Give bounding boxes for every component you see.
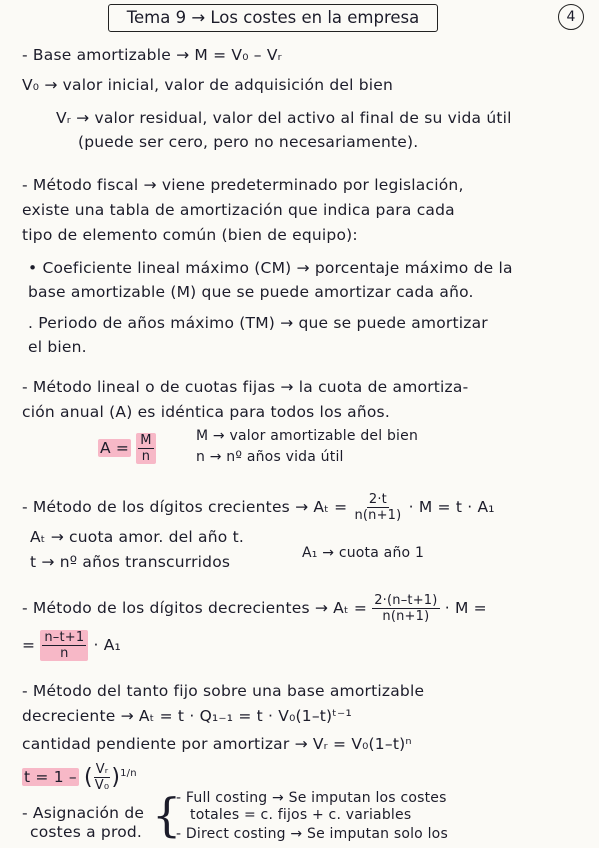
- tanto-t-fraction: [93, 762, 112, 793]
- tanto-t-numerator: Vᵣ: [95, 762, 109, 777]
- digitos-decrecientes-tail: · M =: [444, 599, 487, 617]
- digitos-crecientes-tail: · M = t · A₁: [408, 498, 495, 516]
- digitos-crecientes-denominator: n(n+1): [354, 508, 402, 523]
- tanto-t-exponent: 1/n: [120, 767, 137, 779]
- base-amortizable-heading: - Base amortizable → M = V₀ – Vᵣ: [22, 46, 282, 64]
- vr-definition: Vᵣ → valor residual, valor del activo al final de su vida útil: [56, 109, 512, 127]
- paren-left: (: [84, 765, 93, 790]
- periodo-maximo-text: el bien.: [28, 338, 87, 356]
- tanto-fijo-heading: - Método del tanto fijo sobre una base amortizable: [22, 682, 425, 700]
- tanto-fijo-formula: decreciente → Aₜ = t · Q₁₋₁ = t · V₀(1–t)ᵗ⁻¹: [22, 707, 352, 725]
- formula-a-def-n: n → nº años vida útil: [196, 449, 344, 465]
- digitos-crecientes-label: - Método de los dígitos crecientes → Aₜ =: [22, 498, 348, 516]
- page-title: Tema 9 → Los costes en la empresa: [108, 4, 438, 32]
- at-definition: Aₜ → cuota amor. del año t.: [30, 528, 244, 546]
- full-costing-line-2: totales = c. fijos + c. variables: [190, 807, 412, 823]
- metodo-lineal-text: ción anual (A) es idéntica para todos los años.: [22, 403, 390, 421]
- decr2-tail: · A₁: [93, 636, 121, 654]
- digitos-crecientes-heading: [22, 492, 495, 523]
- full-costing-line-1: - Full costing → Se imputan los costes: [176, 790, 447, 806]
- digitos-crecientes-numerator: 2·t: [368, 492, 387, 507]
- a1-definition: A₁ → cuota año 1: [302, 545, 425, 561]
- digitos-decrecientes-formula-2: [22, 630, 121, 661]
- formula-a-fraction: [136, 433, 155, 464]
- formula-a-numerator: M: [140, 433, 152, 448]
- v0-definition: V₀ → valor inicial, valor de adquisición del bien: [22, 76, 394, 94]
- page-number-badge: 4: [558, 4, 584, 30]
- asignacion-heading-2: costes a prod.: [30, 823, 143, 841]
- metodo-fiscal-heading: - Método fiscal → viene predeterminado por legislación,: [22, 176, 464, 194]
- formula-a-lhs: A =: [100, 439, 130, 457]
- cantidad-pendiente: cantidad pendiente por amortizar → Vᵣ = V₀(1–t)ⁿ: [22, 735, 412, 753]
- curly-brace-icon: {: [152, 788, 182, 842]
- decr2-fraction: [40, 630, 88, 661]
- digitos-decrecientes-denominator: n(n+1): [382, 609, 430, 624]
- decr2-denominator: n: [60, 646, 69, 661]
- decr2-numerator: n–t+1: [44, 630, 85, 645]
- vr-note: (puede ser cero, pero no necesariamente).: [78, 133, 419, 151]
- direct-costing-line-1: - Direct costing → Se imputan solo los: [176, 826, 448, 842]
- periodo-maximo-item: . Periodo de años máximo (TM) → que se puede amortizar: [28, 314, 488, 332]
- metodo-fiscal-text-3: tipo de elemento común (bien de equipo):: [22, 226, 358, 244]
- digitos-decrecientes-fraction: [372, 593, 439, 624]
- metodo-fiscal-text-2: existe una tabla de amortización que indica para cada: [22, 201, 455, 219]
- tanto-t-denominator: V₀: [94, 778, 110, 793]
- digitos-decrecientes-numerator: 2·(n–t+1): [374, 593, 438, 608]
- asignacion-heading-1: - Asignación de: [22, 804, 145, 822]
- metodo-lineal-heading: - Método lineal o de cuotas fijas → la cuota de amortiza-: [22, 378, 469, 396]
- tanto-t-formula: [22, 762, 137, 793]
- formula-a-def-m: M → valor amortizable del bien: [196, 428, 419, 444]
- tanto-t-lhs: t = 1 –: [24, 768, 77, 786]
- digitos-crecientes-fraction: [352, 492, 403, 523]
- digitos-decrecientes-heading: [22, 593, 487, 624]
- decr2-equals: =: [22, 636, 36, 654]
- t-definition: t → nº años transcurridos: [30, 553, 231, 571]
- paren-right: ): [111, 765, 121, 790]
- formula-a-denominator: n: [141, 449, 151, 464]
- formula-a-highlight: [98, 433, 156, 464]
- coeficiente-lineal-text: base amortizable (M) que se puede amortizar cada año.: [28, 283, 474, 301]
- digitos-decrecientes-label: - Método de los dígitos decrecientes → Aₜ =: [22, 599, 368, 617]
- coeficiente-lineal-item: • Coeficiente lineal máximo (CM) → porcentaje máximo de la: [28, 259, 513, 277]
